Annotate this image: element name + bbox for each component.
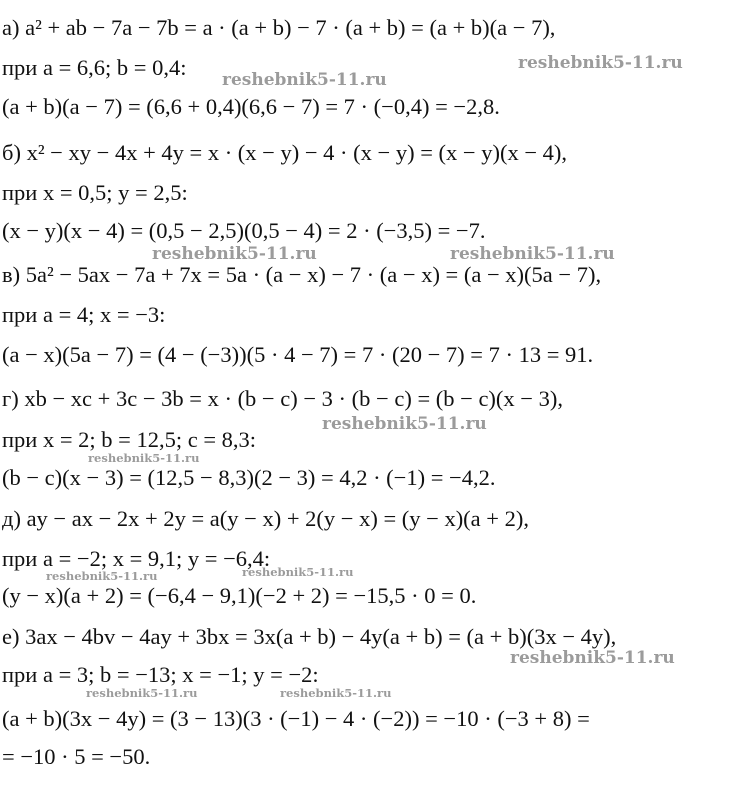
part-g-factorization: г) xb − xc + 3c − 3b = x · (b − c) − 3 · (b − c) = (b − c)(x − 3), — [2, 386, 563, 411]
part-a-given-values: при a = 6,6; b = 0,4: — [2, 55, 187, 80]
part-b-given-values: при x = 0,5; y = 2,5: — [2, 180, 188, 205]
part-g-given-values: при x = 2; b = 12,5; c = 8,3: — [2, 427, 257, 452]
part-e-factorization: е) 3ax − 4bv − 4ay + 3bx = 3x(a + b) − 4y(a + b) = (a + b)(3x − 4y), — [2, 624, 617, 649]
part-v-factorization: в) 5a² − 5ax − 7a + 7x = 5a · (a − x) − 7 · (a − x) = (a − x)(5a − 7), — [2, 262, 602, 287]
watermark: reshebnik5-11.ru — [86, 686, 198, 700]
part-b-evaluation: (x − y)(x − 4) = (0,5 − 2,5)(0,5 − 4) = 2 · (−3,5) = −7. — [2, 218, 486, 243]
watermark: reshebnik5-11.ru — [450, 244, 615, 264]
part-g-evaluation: (b − c)(x − 3) = (12,5 − 8,3)(2 − 3) = 4,2 · (−1) = −4,2. — [2, 465, 496, 490]
watermark: reshebnik5-11.ru — [46, 569, 158, 583]
watermark: reshebnik5-11.ru — [88, 451, 200, 465]
part-v-given-values: при a = 4; x = −3: — [2, 302, 166, 327]
part-v-evaluation: (a − x)(5a − 7) = (4 − (−3))(5 · 4 − 7) = 7 · (20 − 7) = 7 · 13 = 91. — [2, 342, 594, 367]
part-a-factorization: а) a² + ab − 7a − 7b = a · (a + b) − 7 · (a + b) = (a + b)(a − 7), — [2, 15, 556, 40]
watermark: reshebnik5-11.ru — [152, 244, 317, 264]
watermark: reshebnik5-11.ru — [518, 53, 683, 73]
part-e-evaluation: (a + b)(3x − 4y) = (3 − 13)(3 · (−1) − 4 · (−2)) = −10 · (−3 + 8) = — [2, 706, 590, 731]
part-e-evaluation-continued: = −10 · 5 = −50. — [2, 744, 151, 769]
part-a-evaluation: (a + b)(a − 7) = (6,6 + 0,4)(6,6 − 7) = 7 · (−0,4) = −2,8. — [2, 94, 500, 119]
watermark: reshebnik5-11.ru — [222, 70, 387, 90]
watermark: reshebnik5-11.ru — [242, 565, 354, 579]
watermark: reshebnik5-11.ru — [280, 686, 392, 700]
part-d-evaluation: (y − x)(a + 2) = (−6,4 − 9,1)(−2 + 2) = −15,5 · 0 = 0. — [2, 583, 477, 608]
part-b-factorization: б) x² − xy − 4x + 4y = x · (x − y) − 4 · (x − y) = (x − y)(x − 4), — [2, 140, 568, 165]
part-d-factorization: д) ay − ax − 2x + 2y = a(y − x) + 2(y − x) = (y − x)(a + 2), — [2, 506, 529, 531]
watermark: reshebnik5-11.ru — [322, 414, 487, 434]
watermark: reshebnik5-11.ru — [510, 648, 675, 668]
part-d-given-values: при a = −2; x = 9,1; y = −6,4: — [2, 546, 271, 571]
part-e-given-values: при a = 3; b = −13; x = −1; y = −2: — [2, 662, 319, 687]
